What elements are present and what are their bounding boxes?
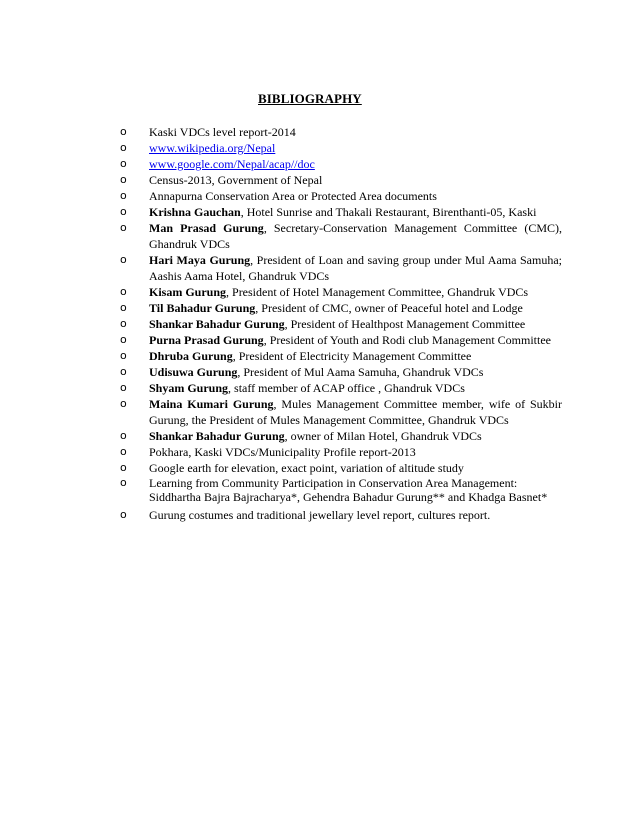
entry-link[interactable]: www.wikipedia.org/Nepal bbox=[149, 141, 276, 155]
bibliography-entry bbox=[120, 300, 562, 316]
bibliography-entry bbox=[120, 124, 562, 140]
bullet-marker: o bbox=[120, 317, 127, 330]
entry-body bbox=[149, 253, 562, 283]
bibliography-entry bbox=[120, 252, 562, 284]
bullet-marker: o bbox=[120, 397, 127, 410]
bibliography-entry bbox=[120, 476, 562, 507]
bibliography-entry bbox=[120, 284, 562, 300]
bullet-marker: o bbox=[120, 205, 127, 218]
entry-body bbox=[149, 381, 465, 395]
bullet-marker: o bbox=[120, 381, 127, 394]
bibliography-entry bbox=[120, 332, 562, 348]
bullet-marker: o bbox=[120, 301, 127, 314]
entry-name: Maina Kumari Gurung bbox=[149, 397, 274, 411]
bibliography-entry bbox=[120, 364, 562, 380]
entry-body bbox=[149, 333, 551, 347]
entry-name: Hari Maya Gurung bbox=[149, 253, 251, 267]
entry-text: , President of Youth and Rodi club Management Committee bbox=[263, 333, 551, 347]
entry-text: , President of Loan and saving group under Mul Aama Samuha; Aashis Aama Hotel, Ghandruk VDCs bbox=[149, 253, 562, 283]
bullet-marker: o bbox=[120, 221, 127, 234]
entry-body bbox=[149, 157, 315, 171]
bullet-marker: o bbox=[120, 429, 127, 442]
bullet-marker: o bbox=[120, 285, 127, 298]
entry-text: Gurung costumes and traditional jewellary level report, cultures report. bbox=[149, 508, 491, 522]
entry-name: Dhruba Gurung bbox=[149, 349, 233, 363]
entry-text: Annapurna Conservation Area or Protected Area documents bbox=[149, 189, 437, 203]
bibliography-entry[interactable] bbox=[120, 140, 562, 156]
entry-body bbox=[149, 205, 536, 219]
bullet-marker: o bbox=[120, 125, 127, 138]
entry-body bbox=[149, 301, 523, 315]
bibliography-entry bbox=[120, 380, 562, 396]
entry-text: Pokhara, Kaski VDCs/Municipality Profile report-2013 bbox=[149, 445, 416, 459]
bibliography-entry bbox=[120, 460, 562, 476]
bibliography-entry bbox=[120, 507, 562, 523]
entry-text: , President of Mul Aama Samuha, Ghandruk VDCs bbox=[237, 365, 484, 379]
entry-name: Shyam Gurung bbox=[149, 381, 229, 395]
bibliography-entry bbox=[120, 396, 562, 428]
bullet-marker: o bbox=[120, 253, 127, 266]
entry-text: , owner of Milan Hotel, Ghandruk VDCs bbox=[284, 429, 482, 443]
entry-body bbox=[149, 445, 416, 459]
bibliography-entry bbox=[120, 204, 562, 220]
entry-text: , President of Hotel Management Committee, Ghandruk VDCs bbox=[226, 285, 529, 299]
entry-body bbox=[149, 429, 482, 443]
bibliography-entry bbox=[120, 348, 562, 364]
entry-name: Man Prasad Gurung bbox=[149, 221, 264, 235]
entry-text: Google earth for elevation, exact point, variation of altitude study bbox=[149, 461, 464, 475]
bibliography-entry[interactable] bbox=[120, 156, 562, 172]
entry-body bbox=[149, 189, 437, 203]
entry-text: Learning from Community Participation in Conservation Area Management: Siddhartha Bajra Bajracharya*, Gehendra Bahadur Gurung** and Khadga Basnet* bbox=[149, 476, 548, 504]
entry-name: Shankar Bahadur Gurung bbox=[149, 429, 285, 443]
entry-text: , President of Healthpost Management Committee bbox=[284, 317, 526, 331]
entry-text: Census-2013, Government of Nepal bbox=[149, 173, 323, 187]
entry-name: Purna Prasad Gurung bbox=[149, 333, 264, 347]
bibliography-entry bbox=[120, 428, 562, 444]
bibliography-entry bbox=[120, 444, 562, 460]
entry-text: , staff member of ACAP office , Ghandruk VDCs bbox=[228, 381, 465, 395]
entry-text: , President of CMC, owner of Peaceful hotel and Lodge bbox=[255, 301, 523, 315]
entry-name: Udisuwa Gurung bbox=[149, 365, 238, 379]
entry-body bbox=[149, 397, 562, 427]
bullet-marker: o bbox=[120, 141, 127, 154]
bullet-marker: o bbox=[120, 445, 127, 458]
entry-body bbox=[149, 221, 562, 251]
bibliography-entry bbox=[120, 220, 562, 252]
entry-text: , Secretary-Conservation Management Committee (CMC), Ghandruk VDCs bbox=[149, 221, 562, 251]
entry-body bbox=[149, 285, 528, 299]
entry-name: Til Bahadur Gurung bbox=[149, 301, 256, 315]
bullet-marker: o bbox=[120, 333, 127, 346]
page-title: BIBLIOGRAPHY bbox=[258, 91, 362, 106]
entry-name: Kisam Gurung bbox=[149, 285, 227, 299]
bibliography-entry bbox=[120, 172, 562, 188]
entry-body bbox=[149, 476, 547, 504]
bullet-marker: o bbox=[120, 461, 127, 474]
bullet-marker: o bbox=[120, 476, 127, 489]
bullet-marker: o bbox=[120, 173, 127, 186]
entry-body bbox=[149, 349, 471, 363]
bullet-marker: o bbox=[120, 365, 127, 378]
entry-name: Shankar Bahadur Gurung bbox=[149, 317, 285, 331]
entry-text: Kaski VDCs level report-2014 bbox=[149, 125, 296, 139]
bullet-marker: o bbox=[120, 508, 127, 521]
entry-body bbox=[149, 365, 483, 379]
entry-text: , Mules Management Committee member, wife of Sukbir Gurung, the President of Mules Management Committee, Ghandruk VDCs bbox=[149, 397, 562, 427]
entry-body bbox=[149, 461, 464, 475]
entry-link[interactable]: www.google.com/Nepal/acap//doc bbox=[149, 157, 315, 171]
entry-body bbox=[149, 508, 490, 522]
entry-body bbox=[149, 173, 322, 187]
entry-name: Krishna Gauchan bbox=[149, 205, 241, 219]
entry-text: , President of Electricity Management Committee bbox=[232, 349, 472, 363]
bibliography-list bbox=[120, 124, 562, 523]
entry-body bbox=[149, 141, 275, 155]
bullet-marker: o bbox=[120, 189, 127, 202]
entry-text: , Hotel Sunrise and Thakali Restaurant, Birenthanti-05, Kaski bbox=[240, 205, 537, 219]
bullet-marker: o bbox=[120, 349, 127, 362]
bullet-marker: o bbox=[120, 157, 127, 170]
bibliography-entry bbox=[120, 188, 562, 204]
entry-body bbox=[149, 317, 525, 331]
entry-body bbox=[149, 125, 296, 139]
bibliography-entry bbox=[120, 316, 562, 332]
